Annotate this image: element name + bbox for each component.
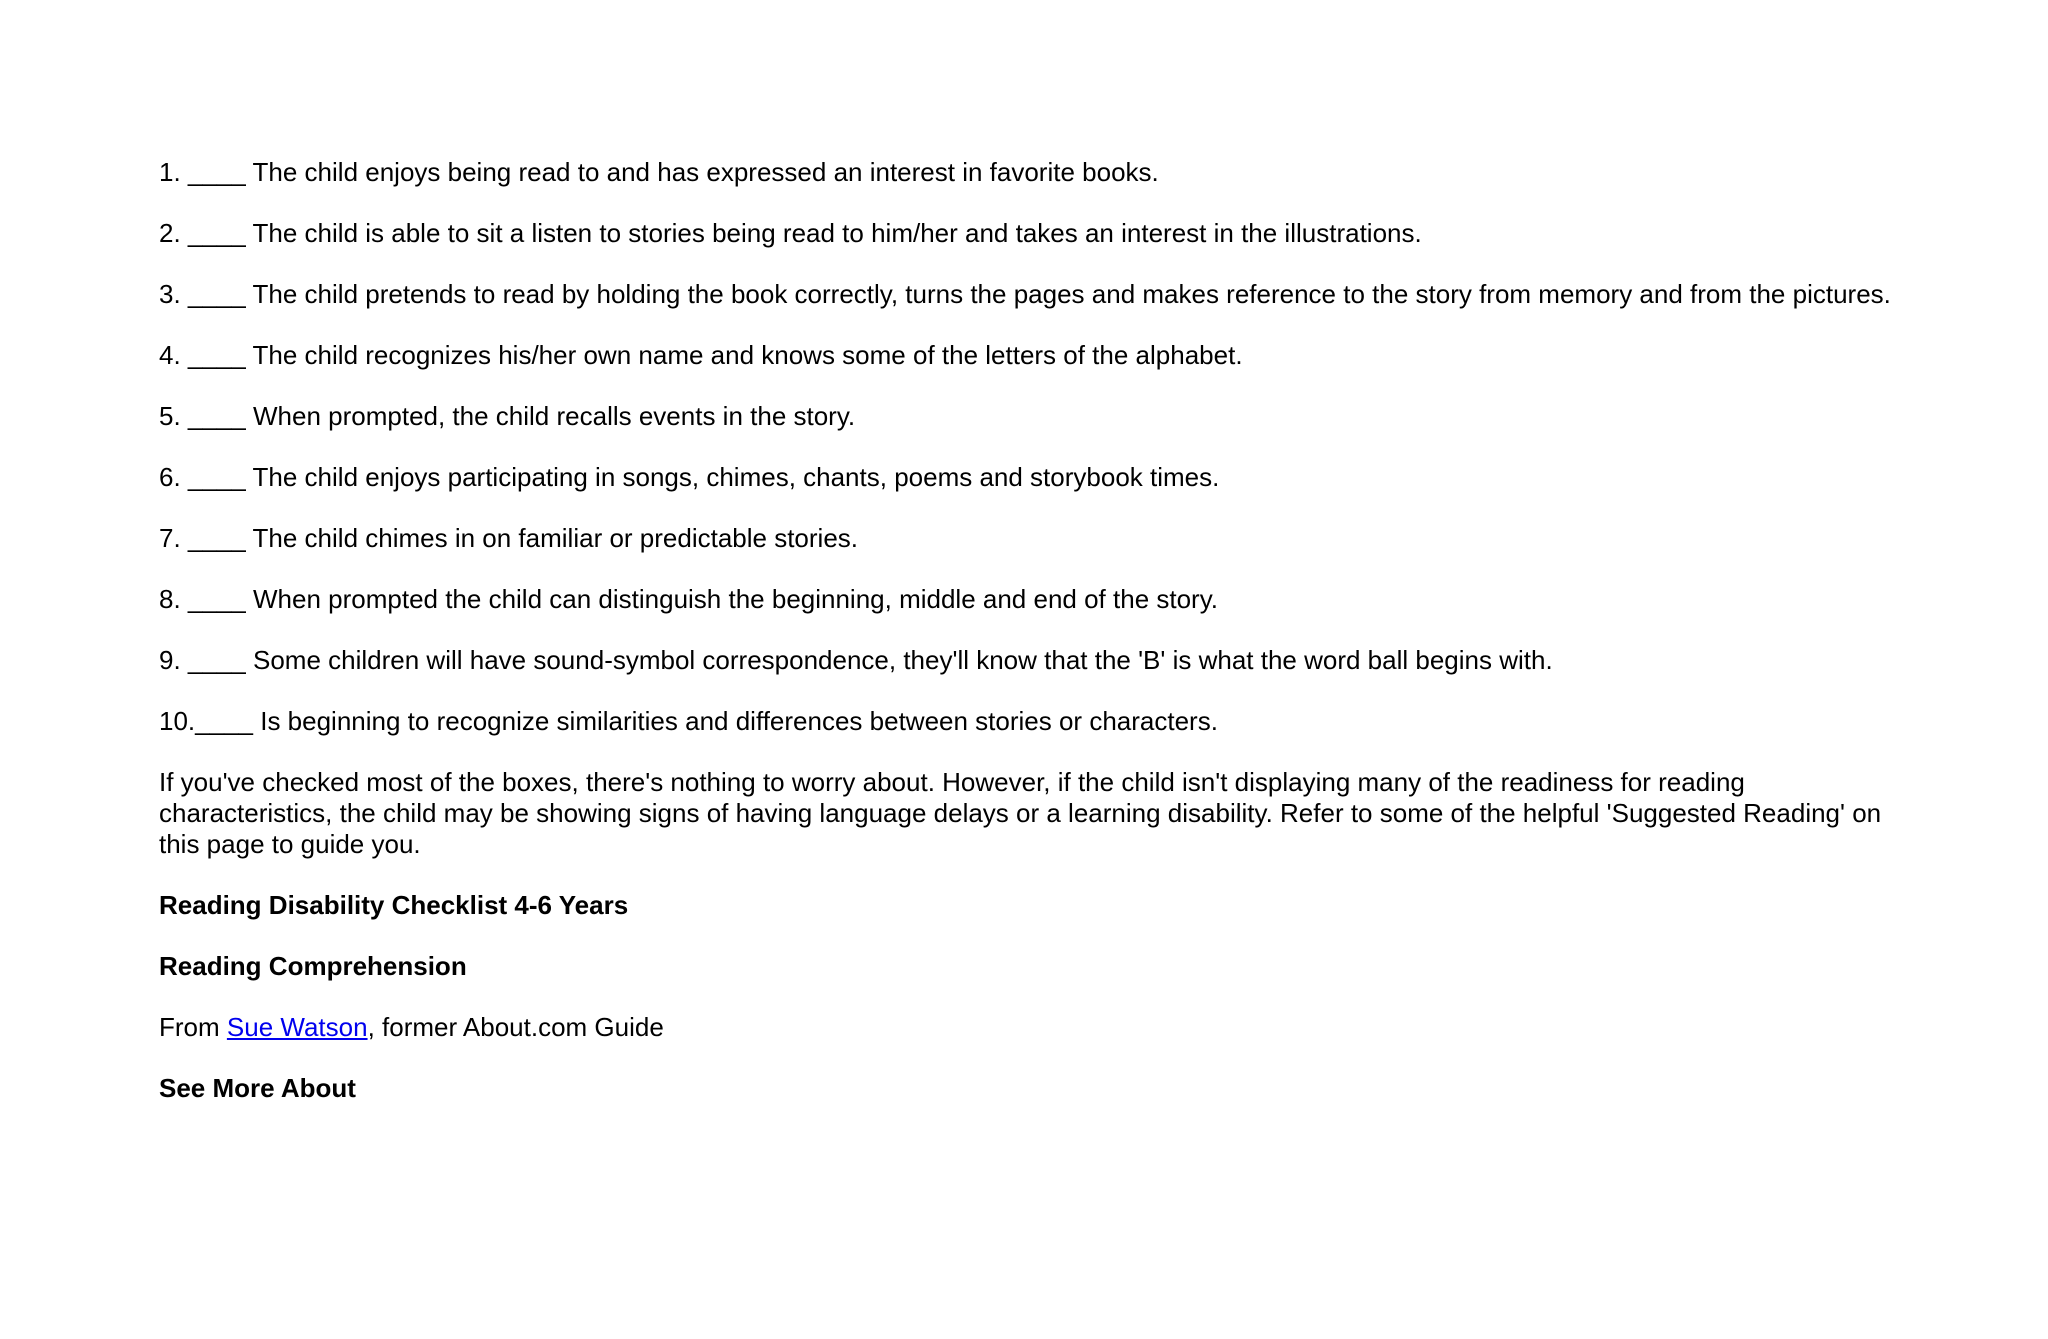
item-number: 2.: [159, 218, 181, 248]
checklist-item-10: [159, 706, 1899, 737]
attribution-suffix: , former About.com Guide: [367, 1012, 664, 1042]
item-text: The child chimes in on familiar or predictable stories.: [252, 523, 859, 553]
item-blank: ____: [187, 401, 246, 431]
item-number: 10.: [159, 706, 196, 736]
checklist-item-9: [159, 645, 1899, 676]
checklist-item-4: [159, 340, 1899, 371]
author-link[interactable]: Sue Watson: [226, 1012, 368, 1042]
see-more-heading: See More About: [159, 1073, 356, 1103]
item-blank: ____: [187, 340, 246, 370]
summary-paragraph: If you've checked most of the boxes, there's nothing to worry about. However, if the child isn't displaying many of the readiness for reading characteristics, the child may be showing signs of having language delays or a learning disability. Refer to some of the helpful 'Suggested Reading' on this page to guide you.: [159, 767, 1882, 859]
item-blank: ____: [187, 645, 246, 675]
item-number: 4.: [159, 340, 181, 370]
document-body: [159, 157, 1899, 1134]
item-blank: ____: [187, 218, 246, 248]
item-text: The child enjoys being read to and has expressed an interest in favorite books.: [252, 157, 1159, 187]
item-text: When prompted the child can distinguish the beginning, middle and end of the story.: [253, 584, 1219, 614]
item-text: Is beginning to recognize similarities and differences between stories or characters.: [260, 706, 1218, 736]
item-text: Some children will have sound-symbol correspondence, they'll know that the 'B' is what the word ball begins with.: [253, 645, 1553, 675]
item-blank: ____: [187, 279, 246, 309]
item-number: 3.: [159, 279, 181, 309]
item-number: 9.: [159, 645, 181, 675]
item-blank: ____: [187, 157, 246, 187]
heading-checklist: Reading Disability Checklist 4-6 Years: [159, 890, 629, 920]
checklist-item-5: [159, 401, 1899, 432]
checklist-item-2: [159, 218, 1899, 249]
checklist-item-3: [159, 279, 1899, 310]
checklist-item-8: [159, 584, 1899, 615]
item-number: 5.: [159, 401, 181, 431]
attribution-line: [159, 1012, 1899, 1043]
item-number: 7.: [159, 523, 181, 553]
checklist-item-6: [159, 462, 1899, 493]
item-text: The child recognizes his/her own name and knows some of the letters of the alphabet.: [252, 340, 1243, 370]
item-text: The child is able to sit a listen to stories being read to him/her and takes an interest in the illustrations.: [252, 218, 1422, 248]
item-text: When prompted, the child recalls events in the story.: [253, 401, 856, 431]
attribution-prefix: From: [159, 1012, 227, 1042]
checklist-item-7: [159, 523, 1899, 554]
item-blank: ____: [187, 462, 246, 492]
item-number: 1.: [159, 157, 181, 187]
item-blank: ____: [187, 584, 246, 614]
item-number: 6.: [159, 462, 181, 492]
heading-comprehension: Reading Comprehension: [159, 951, 467, 981]
checklist-item-1: [159, 157, 1899, 188]
item-text: The child pretends to read by holding the book correctly, turns the pages and makes reference to the story from memory and from the pictures.: [252, 279, 1891, 309]
item-blank: ____: [187, 523, 246, 553]
item-text: The child enjoys participating in songs, chimes, chants, poems and storybook times.: [252, 462, 1220, 492]
item-number: 8.: [159, 584, 181, 614]
item-blank: ____: [195, 706, 253, 736]
